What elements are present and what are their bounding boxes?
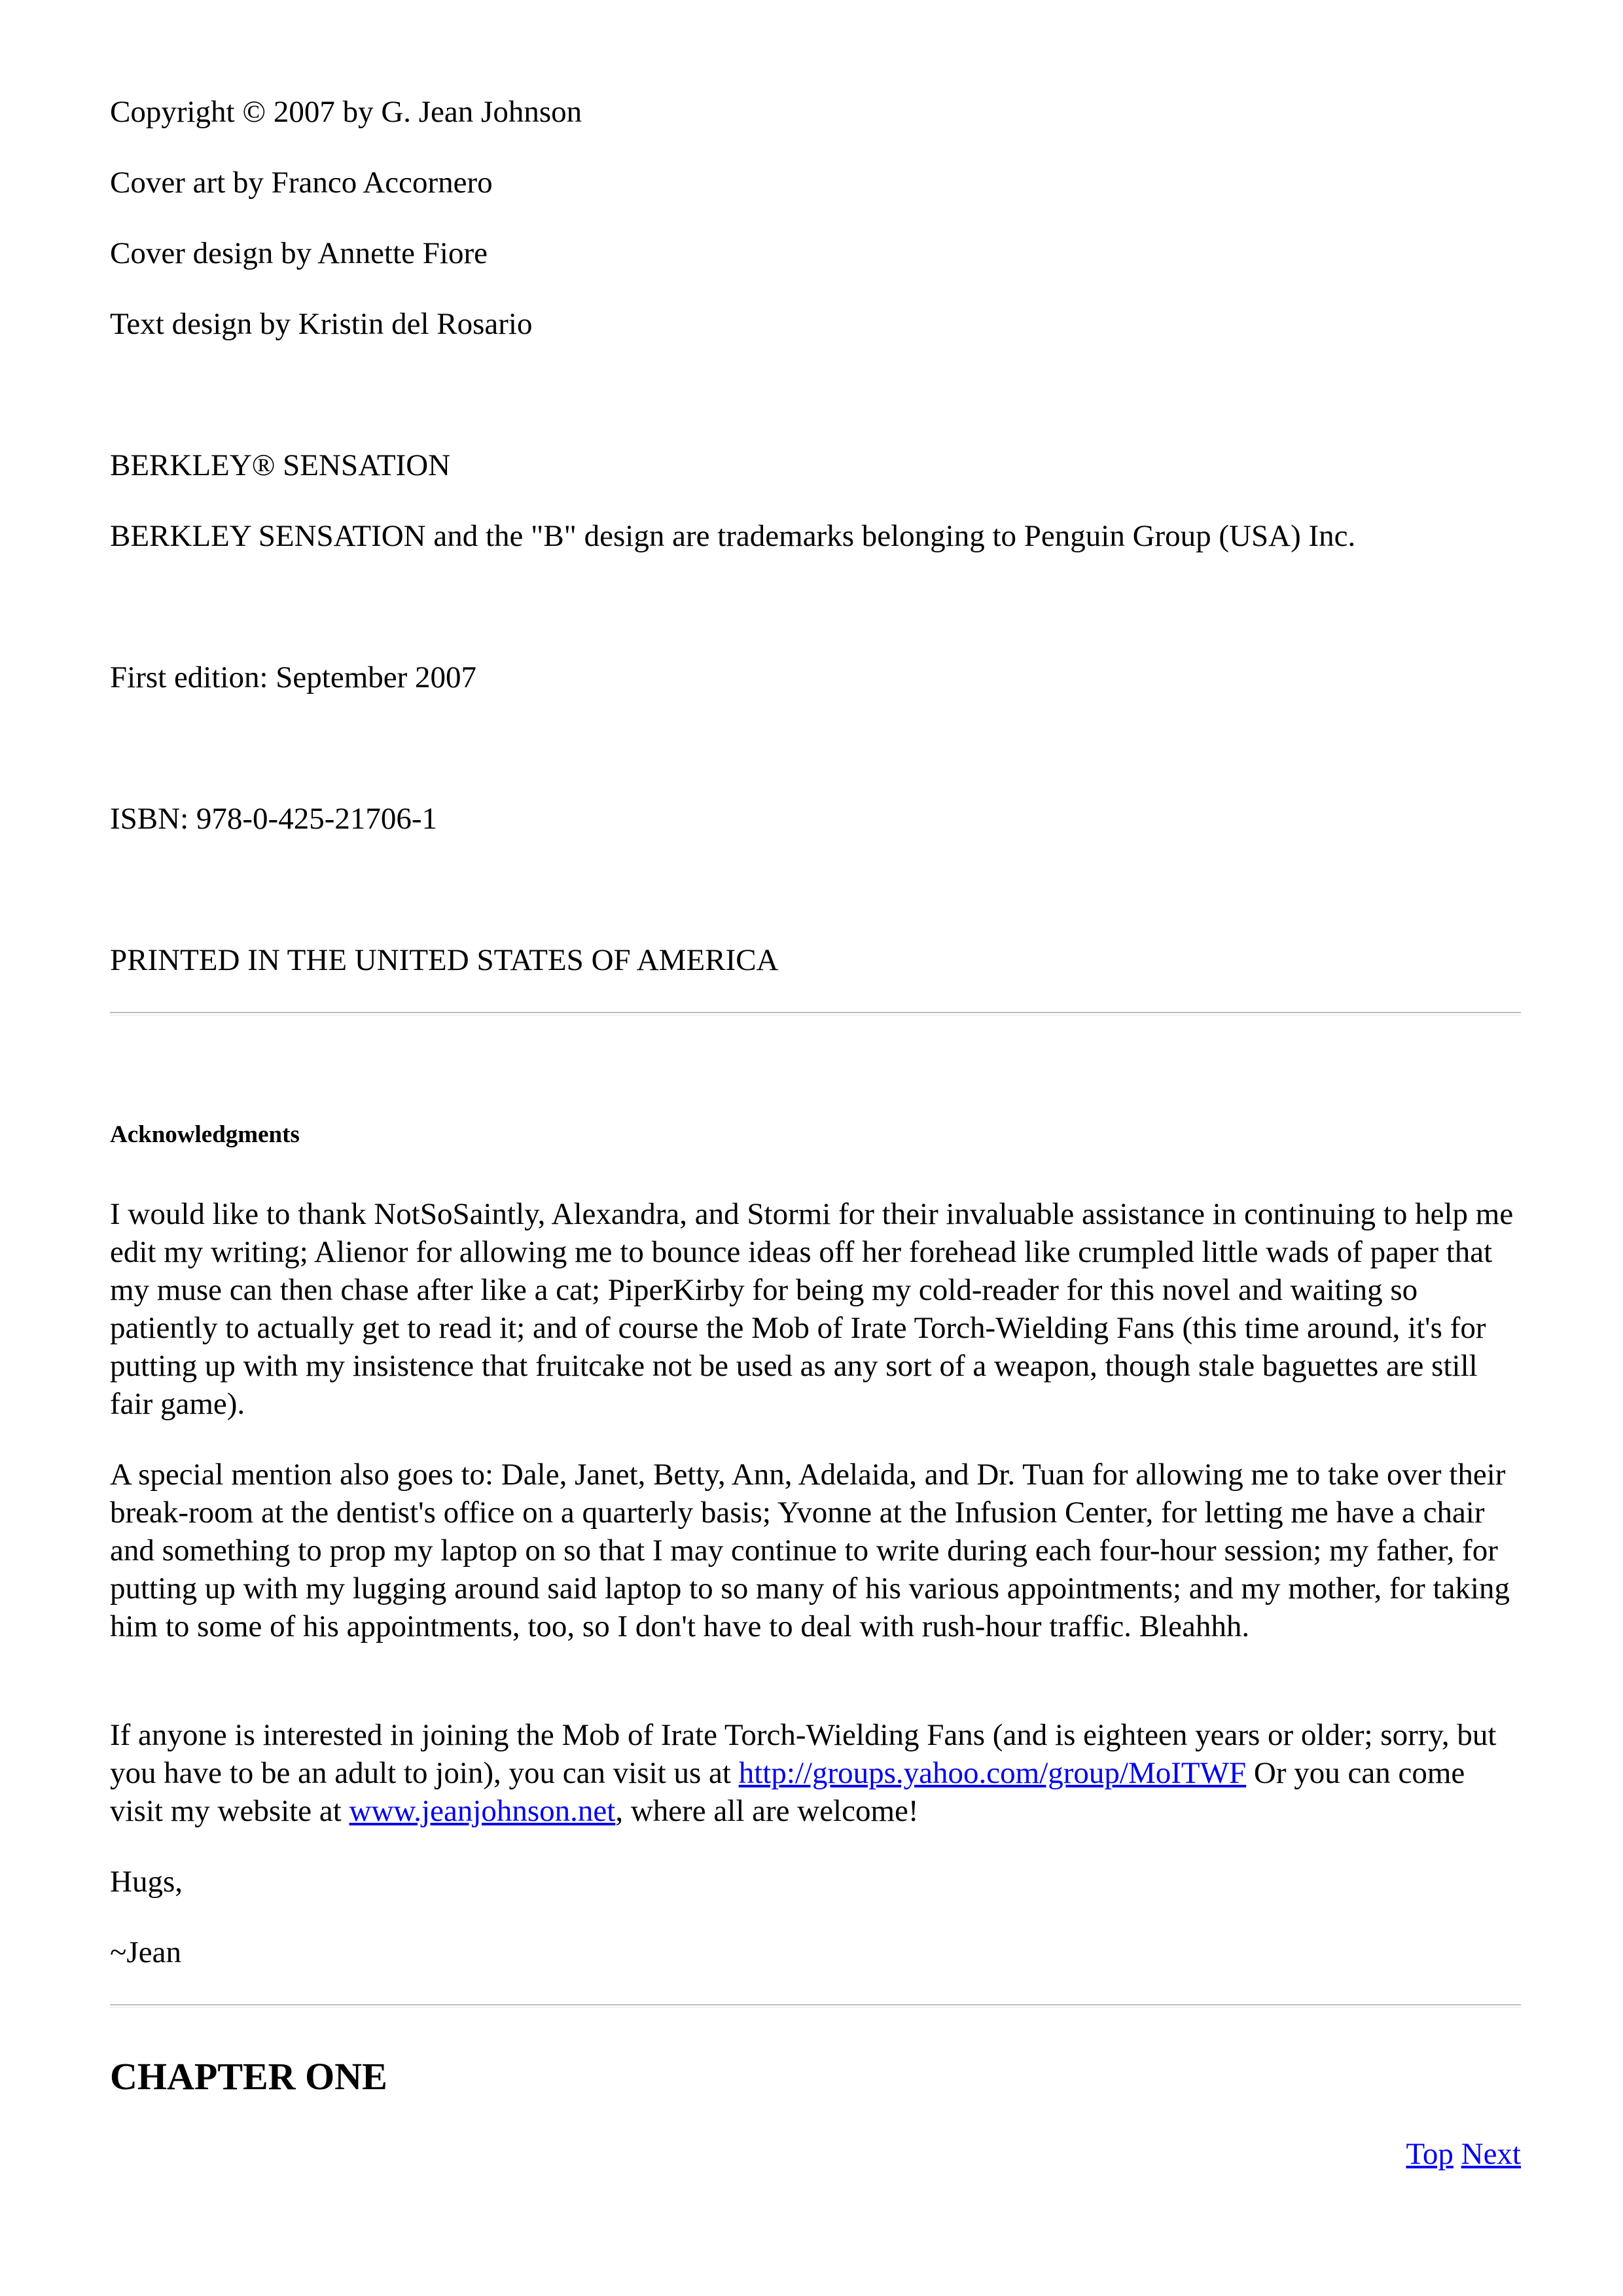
text-design-credit: Text design by Kristin del Rosario [110,307,533,341]
isbn-line: ISBN: 978-0-425-21706-1 [110,802,437,836]
top-link[interactable]: Top [1406,2137,1454,2171]
acknowledgments-paragraph-1: I would like to thank NotSoSaintly, Alexandra, and Stormi for their invaluable assistance in continuing to help me edit my writing; Alienor for allowing me to bounce ideas off her forehead like crumpled little wads of paper that my muse can then chase after like a cat; PiperKirby for being my cold-reader for this novel and waiting so patiently to actually get to read it; and of course the Mob of Irate Torch-Wielding Fans (this time around, it's for putting up with my insistence that fruitcake not be used as any sort of a weapon, though stale baguettes are still fair game). [110,1197,1514,1421]
trademark-notice: BERKLEY SENSATION and the "B" design are trademarks belonging to Penguin Group (USA) Inc. [110,519,1356,553]
paragraph-3-text-start: If anyone is interested in joining the Mob of Irate Torch-Wielding Fans (and is eighteen years or older; sorry, but you have to be an adult to join), you can visit us at [110,1718,1497,1790]
hugs-line: Hugs, [110,1865,183,1899]
copyright-line: Copyright © 2007 by G. Jean Johnson [110,95,582,129]
section-divider [110,1012,1521,1016]
edition-line: First edition: September 2007 [110,660,477,694]
acknowledgments-paragraph-3 [110,1716,1524,1830]
next-link[interactable]: Next [1461,2137,1521,2171]
signature-line: ~Jean [110,1935,181,1969]
printed-line: PRINTED IN THE UNITED STATES OF AMERICA [110,943,779,977]
imprint-line: BERKLEY® SENSATION [110,448,451,482]
document-page [110,0,1521,2296]
paragraph-3-text-middle: Or you can come visit my website at [110,1756,1465,1828]
cover-art-credit: Cover art by Franco Accornero [110,166,493,200]
yahoo-group-link[interactable]: http://groups.yahoo.com/group/MoITWF [738,1756,1247,1790]
page-navigation [1406,2135,1521,2173]
website-link[interactable]: www.jeanjohnson.net [349,1794,616,1828]
cover-design-credit: Cover design by Annette Fiore [110,236,488,270]
acknowledgments-heading: Acknowledgments [110,1121,300,1148]
chapter-divider [110,2004,1521,2008]
acknowledgments-paragraph-2: A special mention also goes to: Dale, Janet, Betty, Ann, Adelaida, and Dr. Tuan for allowing me to take over their break-room at the dentist's office on a quarterly basis; Yvonne at the Infusion Center, for letting me have a chair and something to prop my laptop on so that I may continue to write during each four-hour session; my father, for putting up with my lugging around said laptop to so many of his various appointments; and my mother, for taking him to some of his appointments, too, so I don't have to deal with rush-hour traffic. Bleahhh. [110,1458,1510,1643]
paragraph-3-text-end: , where all are welcome! [615,1794,919,1828]
chapter-title: CHAPTER ONE [110,2055,387,2098]
